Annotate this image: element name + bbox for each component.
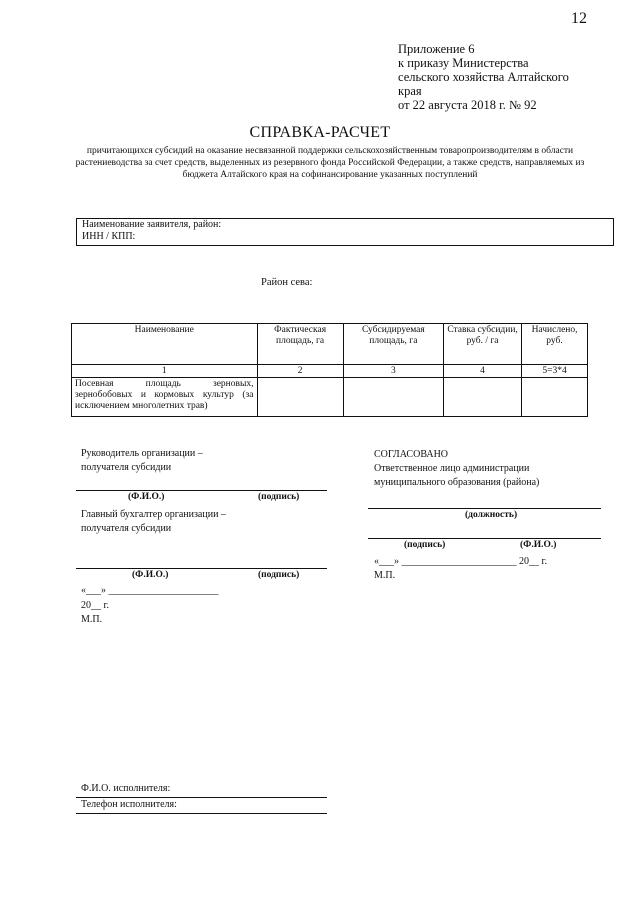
position-caption: (должность): [465, 510, 518, 520]
appendix-line: к приказу Министерства: [398, 56, 529, 70]
number-cell: 5=3*4: [522, 365, 588, 378]
fio-caption: (Ф.И.О.): [132, 570, 169, 580]
number-cell: 2: [257, 365, 343, 378]
accountant-label: [81, 508, 226, 536]
appendix-line: от 22 августа 2018 г. № 92: [398, 98, 537, 112]
responsible-label-line: муниципального образования (района): [374, 477, 540, 488]
signature-caption: (подпись): [258, 492, 300, 502]
applicant-name-label: Наименование заявителя, район:: [82, 219, 222, 230]
date-line: «___» _______________________ 20__ г.: [374, 556, 547, 567]
head-label-line: получателя субсидии: [81, 462, 172, 473]
table-cell[interactable]: [257, 378, 343, 417]
position-line: [368, 508, 601, 509]
fio-caption: (Ф.И.О.): [128, 492, 165, 502]
appendix-line: Приложение 6: [398, 42, 475, 56]
accountant-label-line: Главный бухгалтер организации –: [81, 509, 226, 520]
accountant-label-line: получателя субсидии: [81, 523, 172, 534]
table-cell[interactable]: [343, 378, 443, 417]
header-cell: Ставка субсидии, руб. / га: [444, 324, 522, 365]
document-title: СПРАВКА-РАСЧЕТ: [249, 124, 391, 141]
date-line: «___» ______________________: [81, 585, 219, 596]
responsible-label: [374, 462, 539, 490]
fio-caption: (Ф.И.О.): [520, 540, 557, 550]
signature-line: [368, 538, 601, 539]
head-label-line: Руководитель организации –: [81, 448, 203, 459]
signature-line: [76, 490, 327, 491]
table-cell[interactable]: [444, 378, 522, 417]
document-subtitle: причитающихся субсидий на оказание несвязанной поддержки сельскохозяйственным товаропроизводителям в области растениеводства за счет средств, выделенных из резервного фонда Российской Федерации, а также средств, направляемых из бюджета Алтайского края на софинансирование указанных поступлений: [75, 146, 585, 180]
appendix-line: края: [398, 84, 422, 98]
stamp-label: М.П.: [374, 570, 396, 581]
number-cell: 1: [72, 365, 258, 378]
responsible-label-line: Ответственное лицо администрации: [374, 463, 530, 474]
header-cell: Наименование: [72, 324, 258, 365]
signature-caption: (подпись): [404, 540, 446, 550]
signature-caption: (подпись): [258, 570, 300, 580]
applicant-box: [76, 218, 614, 246]
header-cell: Начислено, руб.: [522, 324, 588, 365]
appendix-line: сельского хозяйства Алтайского: [398, 70, 569, 84]
footer-line: [76, 813, 327, 814]
head-label: [81, 447, 203, 475]
appendix-reference: [398, 42, 598, 112]
executor-name-label: Ф.И.О. исполнителя:: [81, 783, 171, 794]
header-cell: Субсидируемая площадь, га: [343, 324, 443, 365]
applicant-inn-label: ИНН / КПП:: [82, 231, 136, 242]
table-header-row: [72, 324, 588, 365]
header-cell: Фактическая площадь, га: [257, 324, 343, 365]
table-row: [72, 378, 588, 417]
region-sowing-label: Район сева:: [261, 277, 313, 288]
number-cell: 4: [444, 365, 522, 378]
page-number: 12: [571, 10, 587, 27]
table-cell[interactable]: [522, 378, 588, 417]
signature-line: [76, 568, 327, 569]
table-cell: Посевная площадь зерновых, зернобобовых и кормовых культур (за исключением многолетних трав): [72, 378, 258, 417]
subsidy-table: [71, 323, 588, 417]
executor-phone-label: Телефон исполнителя:: [81, 799, 177, 810]
agreed-label: СОГЛАСОВАНО: [374, 449, 449, 460]
table-number-row: [72, 365, 588, 378]
number-cell: 3: [343, 365, 443, 378]
year-label: 20__ г.: [81, 600, 109, 611]
stamp-label: М.П.: [81, 614, 103, 625]
